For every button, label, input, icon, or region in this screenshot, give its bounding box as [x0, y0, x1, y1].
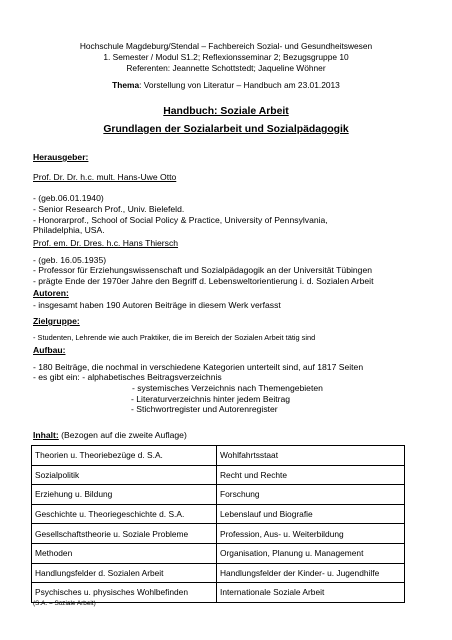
contents-table: [31, 445, 405, 603]
authors-heading: Autoren:: [33, 288, 69, 298]
header-institution: Hochschule Magdeburg/Stendal – Fachbereich Sozial- und Gesundheitswesen: [79, 41, 373, 51]
structure-line: - es gibt ein: - alphabetisches Beitragsverzeichnis: [33, 372, 222, 382]
table-row: [32, 446, 405, 466]
table-cell: Psychisches u. physisches Wohlbefinden: [32, 583, 217, 603]
table-cell: Organisation, Planung u. Management: [217, 543, 405, 563]
table-cell: Wohlfahrtsstaat: [217, 446, 405, 466]
editor1-name: Prof. Dr. Dr. h.c. mult. Hans-Uwe Otto: [33, 172, 177, 182]
table-cell: Recht und Rechte: [217, 465, 405, 485]
table-cell: Handlungsfelder der Kinder- u. Jugendhilfe: [217, 563, 405, 583]
table-row: [32, 465, 405, 485]
abbreviation-footnote: (S.A. = Soziale Arbeit): [33, 600, 96, 607]
editor2-name: Prof. em. Dr. Dres. h.c. Hans Thiersch: [33, 238, 179, 248]
table-cell: Lebenslauf und Biografie: [217, 504, 405, 524]
target-group-heading: Zielgruppe:: [33, 316, 80, 326]
editor2-line: - (geb. 16.05.1935): [33, 255, 107, 265]
table-cell: Handlungsfelder d. Sozialen Arbeit: [32, 563, 217, 583]
table-row: [32, 543, 405, 563]
table-cell: Geschichte u. Theoriegeschichte d. S.A.: [32, 504, 217, 524]
header-topic: [0, 80, 452, 91]
document-title: Handbuch: Soziale Arbeit: [163, 106, 289, 117]
target-group-text: - Studenten, Lehrende wie auch Praktiker, die im Bereich der Sozialen Arbeit tätig sind: [33, 333, 316, 342]
editor2-line: - Professor für Erziehungswissenschaft und Sozialpädagogik an der Universität Tübingen: [33, 265, 373, 275]
table-cell: Gesellschaftstheorie u. Soziale Probleme: [32, 524, 217, 544]
topic-text: : Vorstellung von Literatur – Handbuch am 23.01.2013: [139, 80, 340, 90]
table-cell: Methoden: [32, 543, 217, 563]
authors-text: - insgesamt haben 190 Autoren Beiträge in diesem Werk verfasst: [33, 300, 281, 310]
structure-item: - systemisches Verzeichnis nach Themengebieten: [132, 383, 323, 393]
editor1-line: Philadelphia, USA.: [33, 225, 105, 235]
table-cell: Erziehung u. Bildung: [32, 485, 217, 505]
editor1-line: - Senior Research Prof., Univ. Bielefeld.: [33, 204, 185, 214]
structure-line: - 180 Beiträge, die nochmal in verschiedene Kategorien unterteilt sind, auf 1817 Seiten: [33, 362, 364, 372]
structure-item: - Literaturverzeichnis hinter jedem Beitrag: [131, 394, 291, 404]
table-cell: Internationale Soziale Arbeit: [217, 583, 405, 603]
editor2-line: - prägte Ende der 1970er Jahre den Begriff d. Lebensweltorientierung i. d. Sozialen Arbeit: [33, 276, 374, 286]
table-cell: Sozialpolitik: [32, 465, 217, 485]
header-presenters: Referenten: Jeannette Schottstedt; Jaqueline Wöhner: [126, 63, 326, 73]
table-cell: Forschung: [217, 485, 405, 505]
structure-item: - Stichwortregister und Autorenregister: [131, 404, 278, 414]
editors-heading: Herausgeber:: [33, 152, 89, 162]
table-row: [32, 504, 405, 524]
table-row: [32, 524, 405, 544]
contents-heading-line: [33, 430, 187, 441]
editor1-line: - (geb.06.01.1940): [33, 193, 104, 203]
topic-label: Thema: [112, 80, 140, 90]
contents-heading: Inhalt:: [33, 430, 59, 440]
document-subtitle: Grundlagen der Sozialarbeit und Sozialpädagogik: [103, 124, 349, 135]
table-row: [32, 563, 405, 583]
table-row: [32, 485, 405, 505]
header-course: 1. Semester / Modul S1.2; Reflexionsseminar 2; Bezugsgruppe 10: [103, 52, 349, 62]
contents-note: (Bezogen auf die zweite Auflage): [58, 430, 187, 440]
editor1-line: - Honorarprof., School of Social Policy & Practice, University of Pennsylvania,: [33, 215, 328, 225]
structure-heading: Aufbau:: [33, 345, 66, 355]
table-cell: Theorien u. Theoriebezüge d. S.A.: [32, 446, 217, 466]
table-cell: Profession, Aus- u. Weiterbildung: [217, 524, 405, 544]
